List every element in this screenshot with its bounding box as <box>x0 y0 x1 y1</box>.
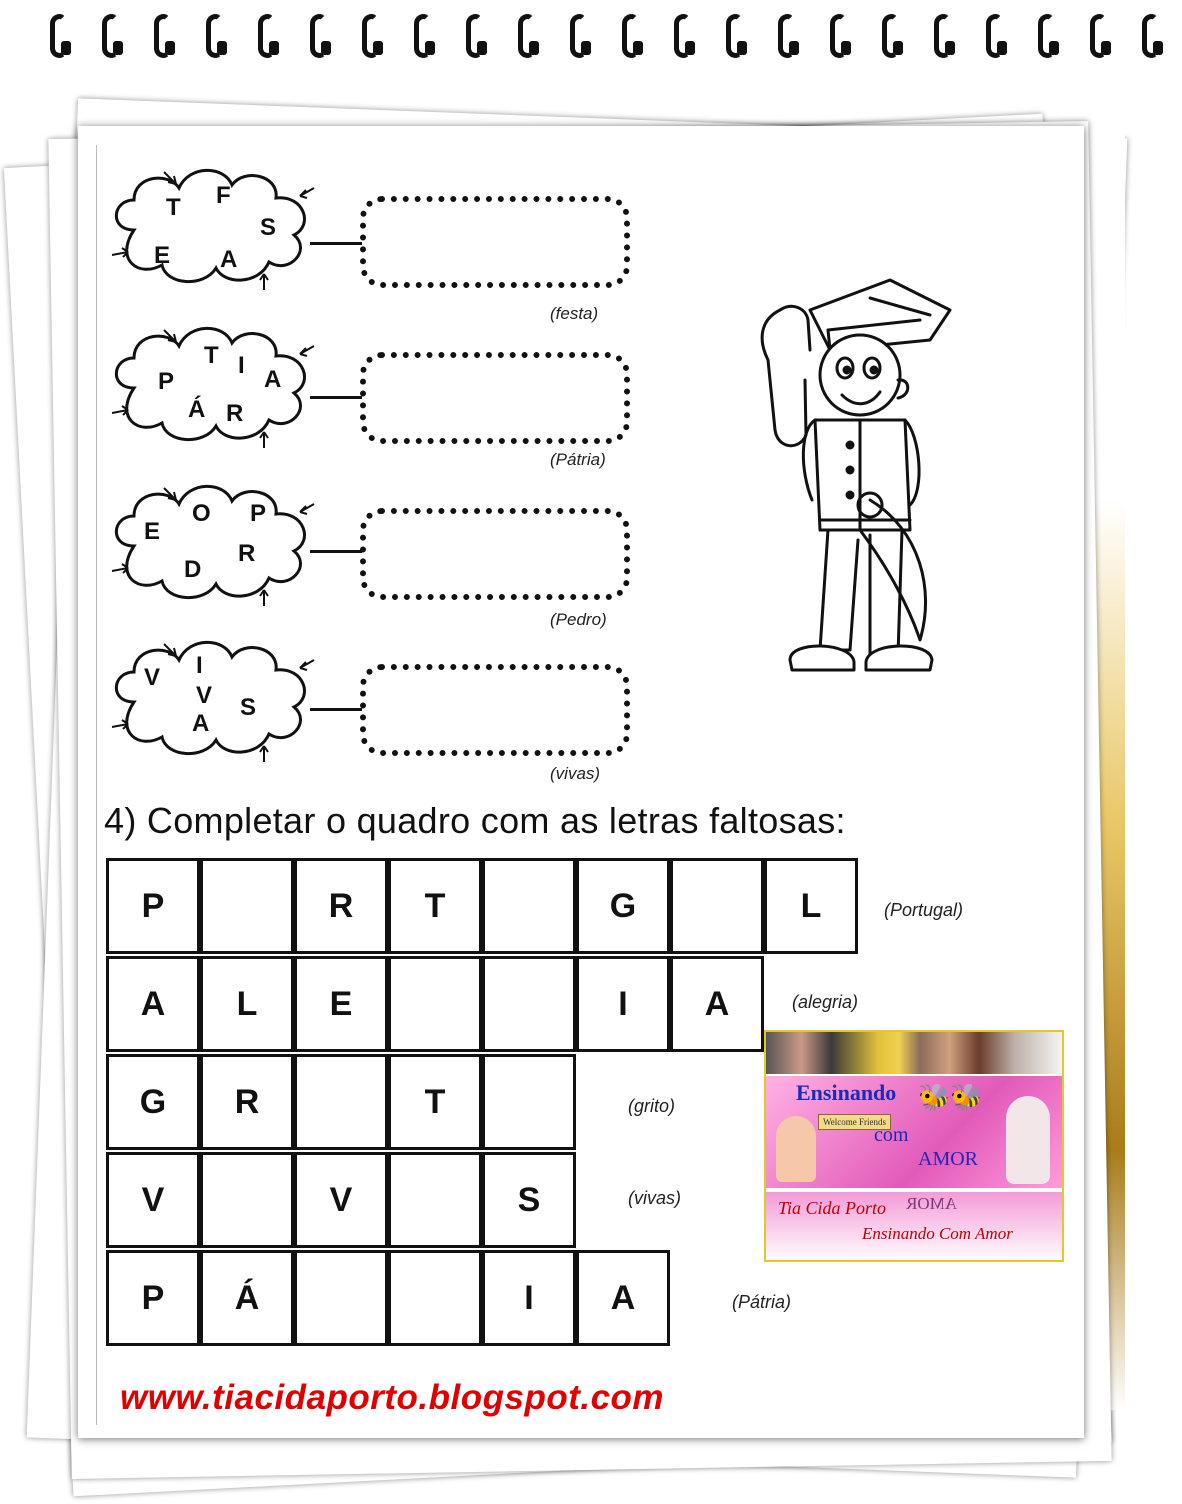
spiral-ring <box>1038 14 1054 58</box>
grid-cell: S <box>482 1152 576 1248</box>
spiral-ring <box>986 14 1002 58</box>
answer-hint: (vivas) <box>550 764 601 783</box>
grid-cell: A <box>670 956 764 1052</box>
cloud-letter: R <box>226 400 244 427</box>
bee-icon: 🐝🐝 <box>918 1082 983 1112</box>
spiral-ring <box>362 14 378 58</box>
spiral-ring <box>102 14 118 58</box>
cloud-icon <box>104 318 324 448</box>
logo-amor-mirror: AMOR <box>906 1194 958 1213</box>
connector-line <box>310 708 362 711</box>
spiral-ring <box>206 14 222 58</box>
cloud-letter: F <box>216 182 231 209</box>
logo-photo-strip <box>766 1032 1062 1074</box>
spiral-ring <box>258 14 274 58</box>
letter-cloud <box>104 476 314 596</box>
spiral-ring <box>934 14 950 58</box>
answer-box-festa[interactable] <box>360 196 630 288</box>
grid-row-label: (grito) <box>628 1096 676 1116</box>
doll-illustration <box>1006 1096 1050 1184</box>
grid-cell[interactable] <box>482 858 576 954</box>
grid-cell: I <box>482 1250 576 1346</box>
grid-cell[interactable] <box>294 1250 388 1346</box>
logo-author: Tia Cida Porto <box>778 1198 887 1218</box>
logo-com: com <box>874 1124 909 1146</box>
grid-cell[interactable] <box>388 1250 482 1346</box>
grid-row-label: (alegria) <box>792 992 859 1012</box>
grid-cell[interactable] <box>200 858 294 954</box>
grid-cell: R <box>200 1054 294 1150</box>
logo-footer <box>766 1192 1062 1262</box>
cloud-letter: T <box>204 342 219 369</box>
cloud-letter: V <box>144 664 161 691</box>
connector-line <box>310 396 362 399</box>
cloud-letter: T <box>166 194 181 221</box>
spiral-ring <box>414 14 430 58</box>
letter-cloud <box>104 318 314 438</box>
grid-row-label: (Portugal) <box>884 900 964 920</box>
grid-row-label: (Pátria) <box>732 1292 792 1312</box>
cloud-letter: Á <box>188 396 206 423</box>
spiral-ring <box>154 14 170 58</box>
spiral-ring <box>466 14 482 58</box>
logo-tagline: Ensinando Com Amor <box>862 1224 1013 1243</box>
grid-cell[interactable] <box>294 1054 388 1150</box>
cloud-letter: D <box>184 556 202 583</box>
cloud-letter: S <box>240 694 257 721</box>
connector-line <box>310 550 362 553</box>
grid-cell: G <box>106 1054 200 1150</box>
cloud-letter: I <box>238 352 245 379</box>
blog-logo <box>764 1030 1064 1262</box>
saluting-soldier-illustration <box>720 270 980 690</box>
grid-cell: P <box>106 858 200 954</box>
grid-cell: I <box>576 956 670 1052</box>
grid-row-label: (vivas) <box>628 1188 681 1208</box>
grid-cell: A <box>106 956 200 1052</box>
spiral-ring <box>778 14 794 58</box>
cloud-letter: E <box>144 518 161 545</box>
spiral-ring <box>570 14 586 58</box>
cloud-letter: A <box>264 366 282 393</box>
question-heading: 4) Completar o quadro com as letras faltosas: <box>104 800 846 841</box>
cloud-letter: P <box>158 368 175 395</box>
answer-hint: (Pátria) <box>550 450 606 469</box>
cloud-icon <box>104 632 324 762</box>
blog-url[interactable]: www.tiacidaporto.blogspot.com <box>120 1378 665 1417</box>
grid-cell: A <box>576 1250 670 1346</box>
grid-cell: L <box>200 956 294 1052</box>
letter-cloud <box>104 160 314 280</box>
answer-box-pedro[interactable] <box>360 508 630 600</box>
grid-cell: V <box>106 1152 200 1248</box>
cloud-letter: P <box>250 500 267 527</box>
connector-line <box>310 242 362 245</box>
cloud-icon <box>104 160 324 290</box>
spiral-ring <box>674 14 690 58</box>
grid-cell[interactable] <box>670 858 764 954</box>
grid-cell[interactable] <box>482 1054 576 1150</box>
grid-cell: L <box>764 858 858 954</box>
grid-cell: R <box>294 858 388 954</box>
logo-amor: AMOR <box>918 1148 979 1170</box>
grid-cell: P <box>106 1250 200 1346</box>
grid-cell: E <box>294 956 388 1052</box>
letter-cloud <box>104 632 314 752</box>
answer-hint: (Pedro) <box>550 610 607 629</box>
grid-cell: Á <box>200 1250 294 1346</box>
spiral-ring <box>1090 14 1106 58</box>
grid-cell: V <box>294 1152 388 1248</box>
spiral-ring <box>622 14 638 58</box>
cloud-letter: R <box>238 540 256 567</box>
spiral-ring <box>518 14 534 58</box>
grid-cell[interactable] <box>388 956 482 1052</box>
answer-hint: (festa) <box>550 304 599 323</box>
cloud-icon <box>104 476 324 606</box>
doll-illustration <box>776 1116 816 1182</box>
logo-banner <box>766 1076 1062 1188</box>
cloud-letter: I <box>196 652 203 679</box>
logo-welcome-sign: Welcome Friends <box>818 1114 891 1130</box>
grid-cell[interactable] <box>200 1152 294 1248</box>
spiral-ring <box>726 14 742 58</box>
spiral-ring <box>310 14 326 58</box>
spiral-ring <box>50 14 66 58</box>
grid-cell: G <box>576 858 670 954</box>
spiral-ring <box>830 14 846 58</box>
logo-title: Ensinando <box>796 1080 897 1105</box>
cloud-letter: V <box>196 682 213 709</box>
cloud-letter: E <box>154 242 171 269</box>
grid-cell[interactable] <box>388 1152 482 1248</box>
cloud-letter: S <box>260 214 277 241</box>
answer-box-vivas[interactable] <box>360 664 630 756</box>
cloud-letter: A <box>220 246 238 273</box>
cloud-letter: A <box>192 710 210 737</box>
spiral-binding <box>40 4 1182 64</box>
spiral-ring <box>882 14 898 58</box>
grid-cell: T <box>388 1054 482 1150</box>
cloud-letter: O <box>192 500 211 527</box>
answer-box-patria[interactable] <box>360 352 630 444</box>
grid-cell: T <box>388 858 482 954</box>
grid-cell[interactable] <box>482 956 576 1052</box>
spiral-ring <box>1142 14 1158 58</box>
